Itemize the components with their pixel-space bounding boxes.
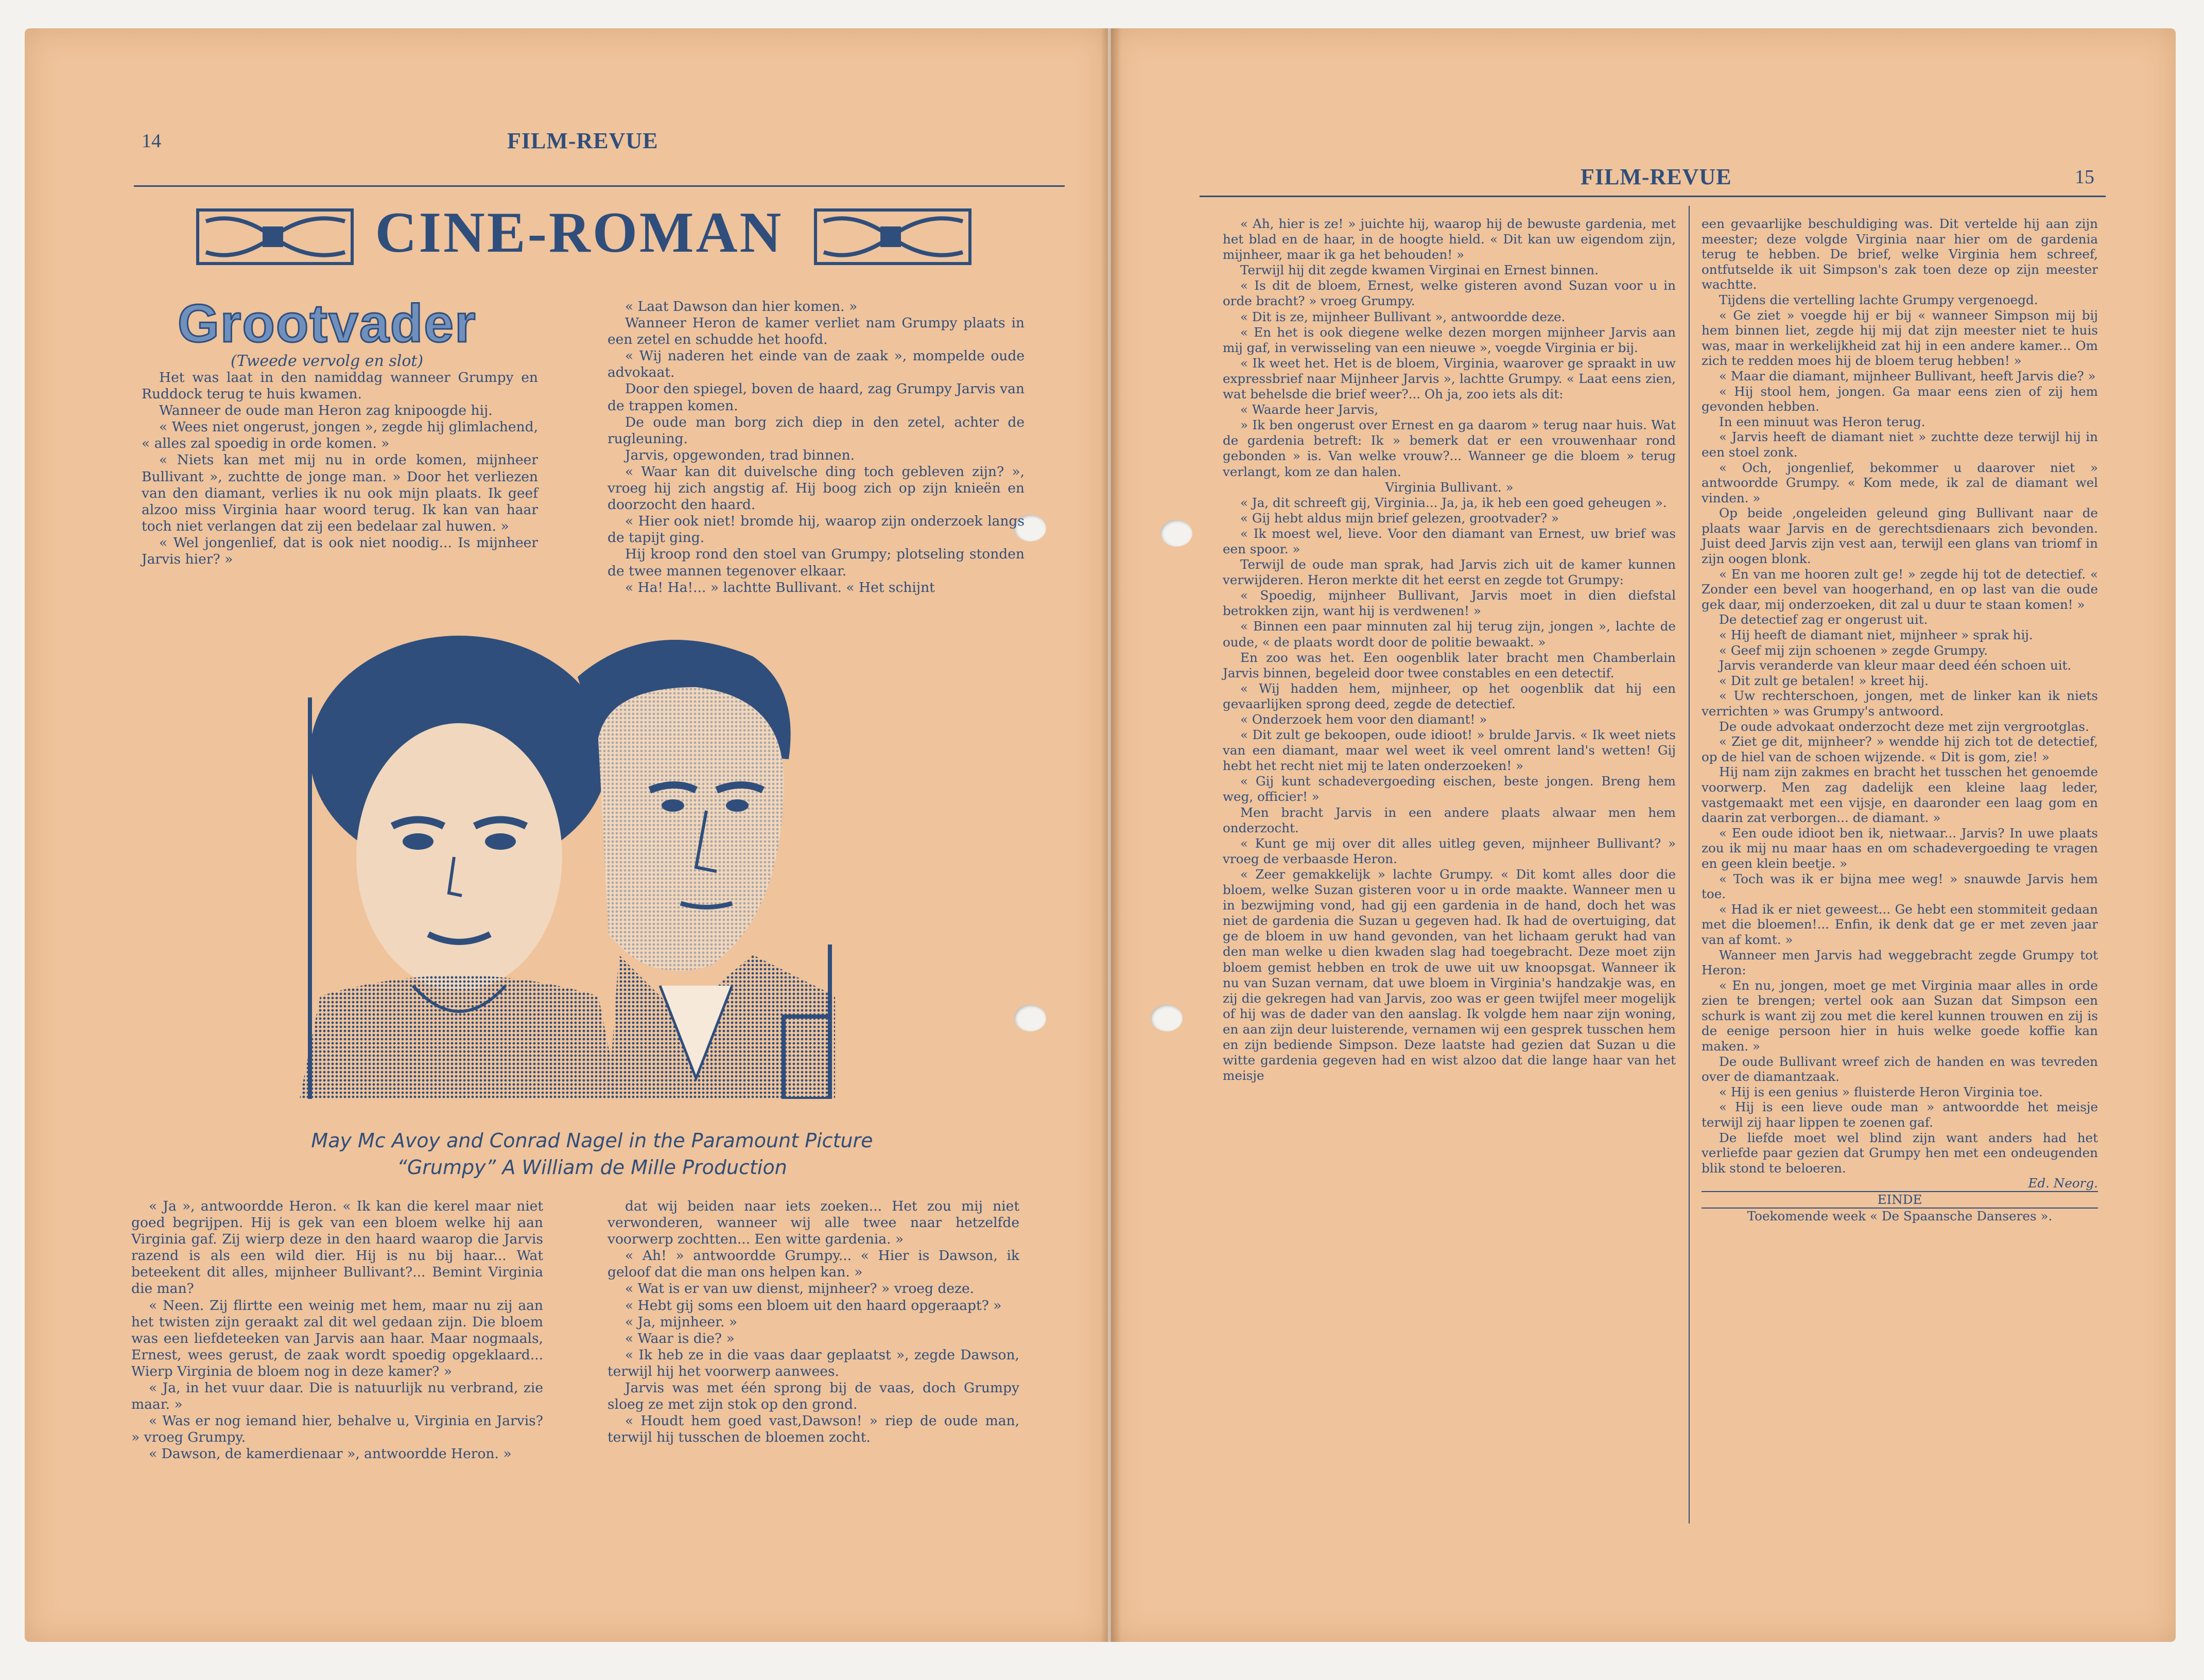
end-marker: EINDE	[1702, 1191, 2098, 1209]
paragraph: « Wees niet ongerust, jongen », zegde hij glimlachend, « alles zal spoedig in orde komen. »	[142, 419, 538, 452]
paragraph: « Hebt gij soms een bloem uit den haard opgeraapt? »	[625, 1297, 1002, 1314]
paragraph: een gevaarlijke beschuldiging was. Dit vertelde hij aan zijn meester; deze volgde Virginia naar hier om de gardenia terug te hebben. De brief, welke Virginia hem schreef, ontfutselde ik uit Simpson's zak toen deze op zijn meester wachtte.	[1702, 216, 2098, 292]
paragraph: « Geef mij zijn schoenen » zegde Grumpy.	[1719, 642, 1988, 658]
paragraph: « Wat is er van uw dienst, mijnheer? » vroeg deze.	[625, 1281, 975, 1297]
paragraph: De oude advokaat onderzocht deze met zijn vergrootglas.	[1719, 719, 2089, 734]
section-title: CINE-ROMAN	[375, 201, 784, 265]
right-col1	[1223, 216, 1676, 1083]
paragraph: « Och, jongenlief, bekommer u daarover niet » antwoordde Grumpy. « Kom mede, ik zal de diamant wel vinden. »	[1702, 460, 2098, 505]
next-week-note: Toekomende week « De Spaansche Danseres ».	[1747, 1208, 2053, 1223]
paragraph: De detectief zag er ongerust uit.	[1719, 612, 1928, 627]
paragraph: « Wij hadden hem, mijnheer, op het oogenblik dat hij een gevaarlijken sprong deed, zegde de detectief.	[1223, 680, 1676, 711]
magazine-title-right: FILM-REVUE	[1581, 164, 1732, 189]
paragraph: « Ik heb ze in die vaas daar geplaatst », zegde Dawson, terwijl hij het voorwerp aanwees.	[608, 1346, 1019, 1379]
punch-hole	[1151, 1005, 1183, 1031]
page-number-right: 15	[2075, 166, 2094, 188]
paragraph: Men bracht Jarvis in een andere plaats alwaar men hem onderzocht.	[1223, 804, 1676, 835]
paragraph: Virginia Bullivant. »	[1385, 479, 1514, 495]
paragraph: « Ja, dit schreeft gij, Virginia... Ja, ja, ik heb een goed geheugen ».	[1240, 495, 1667, 510]
paragraph: « Ah, hier is ze! » juichte hij, waarop hij de bewuste gardenia, met het blad en de haar, in de hoogte hield. « Dit kan uw eigendom zijn, mijnheer, maar ik ga het behouden! »	[1223, 216, 1676, 262]
column-divider	[1689, 206, 1690, 1524]
caption-line: “Grumpy” A William de Mille Production	[397, 1156, 787, 1179]
left-upper-col2	[608, 299, 1025, 596]
right-col2	[1702, 216, 2098, 1223]
paragraph: « Niets kan met mij nu in orde komen, mijnheer Bullivant », zuchtte de jonge man. » Door het verliezen van den diamant, verlies ik nu ook mijn plaats. Ik geef alzoo miss Virginia haar woord terug. Ik kan van haar toch niet verlangen dat zij een bedelaar zal huwen. »	[142, 452, 538, 534]
paragraph: « Binnen een paar minnuten zal hij terug zijn, jongen », lachte de oude, « de plaats wordt door de politie bewaakt. »	[1223, 619, 1676, 650]
ornament-left-icon	[196, 206, 355, 268]
paragraph: « Dit zult ge bekoopen, oude idioot! » brulde Jarvis. « Ik weet niets van een diamant, maar wel weet ik veel omrent land's wetten! Gij hebt het recht niet mij te laten onderzoeken! »	[1223, 727, 1676, 774]
paragraph: « Dit zult ge betalen! » kreet hij.	[1719, 673, 1929, 688]
paragraph: « En van me hooren zult ge! » zegde hij tot de detectief. « Zonder een bevel van hoogerhand, en op last van die oude gek daar, mij onderzoeken, dit zal u duur te staan komen! »	[1702, 566, 2098, 612]
author-signature: Ed. Neorg.	[2028, 1176, 2098, 1191]
paragraph: « Toch was ik er bijna mee weg! » snauwde Jarvis hem toe.	[1702, 871, 2098, 902]
paragraph: « Had ik er niet geweest... Ge hebt een stommiteit gedaan met die bloemen!... Enfin, ik denk dat ge er met zeven jaar van af komt. »	[1702, 901, 2098, 947]
paragraph: Jarvis was met één sprong bij de vaas, doch Grumpy sloeg ze met zijn stok op den grond.	[608, 1380, 1019, 1413]
paragraph: « En het is ook diegene welke dezen morgen mijnheer Jarvis aan mij gaf, in verwisseling van een nieuwe », voegde Virginia er bij.	[1223, 324, 1676, 355]
paragraph: De oude Bullivant wreef zich de handen en was tevreden over de diamantzaak.	[1702, 1054, 2098, 1084]
paragraph: « Maar die diamant, mijnheer Bullivant, heeft Jarvis die? »	[1719, 368, 2096, 383]
paragraph: In een minuut was Heron terug.	[1719, 414, 1925, 429]
paragraph: Wanneer Heron de kamer verliet nam Grumpy plaats in een zetel en schudde het hoofd.	[608, 315, 1025, 348]
paragraph: « Een oude idioot ben ik, nietwaar... Jarvis? In uwe plaats zou ik mij nu maar haas en om schadevergoeding te vragen en geen klein beetje. »	[1702, 825, 2098, 871]
left-upper-col1	[142, 370, 538, 568]
left-lower-col1	[131, 1198, 543, 1463]
paragraph: « Ja, in het vuur daar. Die is natuurlijk nu verbrand, zie maar. »	[131, 1380, 543, 1413]
page-gutter	[1101, 28, 1121, 1642]
paragraph: « Hier ook niet! bromde hij, waarop zijn onderzoek langs de tapijt ging.	[608, 513, 1025, 546]
paragraph: « Kunt ge mij over dit alles uitleg geven, mijnheer Bullivant? » vroeg de verbaasde Heron.	[1223, 835, 1676, 866]
article-subtitle: (Tweede vervolg en slot)	[231, 352, 424, 370]
paragraph: « Waar is die? »	[625, 1330, 735, 1346]
paragraph: Op beide ,ongeleiden geleund ging Bullivant naar de plaats waar Jarvis en de gerechtsdienaars zich bevonden. Juist deed Jarvis zijn vest aan, terwijl een glans van triomf in zijn oogen blonk.	[1702, 505, 2098, 567]
paragraph: « Waarde heer Jarvis,	[1240, 402, 1379, 417]
paragraph: « Houdt hem goed vast,Dawson! » riep de oude man, terwijl hij tusschen de bloemen zocht.	[608, 1413, 1019, 1446]
paragraph: Hij kroop rond den stoel van Grumpy; plotseling stonden de twee mannen tegenover elkaar.	[608, 546, 1025, 579]
article-title: Grootvader	[178, 294, 477, 354]
punch-hole	[1014, 1005, 1046, 1031]
paragraph: « Dawson, de kamerdienaar », antwoordde Heron. »	[149, 1446, 512, 1462]
paragraph: « Ha! Ha!... » lachtte Bullivant. « Het schijnt	[625, 579, 935, 596]
illustration-photo	[289, 625, 851, 1099]
paragraph: « Zeer gemakkelijk » lachte Grumpy. « Dit komt alles door die bloem, welke Suzan gisteren voor u in orde maakte. Wanneer men u in bezwijming vond, had gij een gardenia in de hand, doch het was niet de gardenia die Suzan u gegeven had. Ik had de overtuiging, dat ge de bloem in uw hand gevonden, van het lichaam gerukt had van den man welke u dien kwaden slag had toegebracht. Deze moet zijn bloem gemist hebben en trok de uwe uit uw knoopsgat. Wanneer ik nu van Suzan vernam, dat uwe bloem in Virginia's handzakje was, en zij die gekregen had van Jarvis, zoo was er geen twijfel meer mogelijk of hij was de dader van den aanslag. Ik volgde hem naar zijn woning, en aan zijn deur luisterende, vernamen wij een gesprek tusschen hem en zijn bediende Simpson. Deze laatste had gezien dat Suzan u die witte gardenia gegeven had en wist alzoo dat die lange haar van het meisje	[1223, 866, 1676, 1083]
header-rule-left	[134, 185, 1065, 187]
paragraph: « Jarvis heeft de diamant niet » zuchtte deze terwijl hij in een stoel zonk.	[1702, 429, 2098, 460]
paragraph: Terwijl hij dit zegde kwamen Virginai en Ernest binnen.	[1240, 262, 1599, 278]
paragraph: » Ik ben ongerust over Ernest en ga daarom » terug naar huis. Wat de gardenia betreft: Ik » bemerk dat er een vrouwenhaar rond gebonden » is. Van welke vrouw?... Wanneer ge die bloem » terug verlangt, kom ze dan halen.	[1223, 417, 1676, 479]
paragraph: « Uw rechterschoen, jongen, met de linker kan ik niets verrichten » was Grumpy's antwoord.	[1702, 688, 2098, 719]
paragraph: « Ja, mijnheer. »	[625, 1314, 738, 1330]
paragraph: « Was er nog iemand hier, behalve u, Virginia en Jarvis? » vroeg Grumpy.	[131, 1413, 543, 1446]
paragraph: De oude man borg zich diep in den zetel, achter de rugleuning.	[608, 414, 1025, 447]
paragraph: Tijdens die vertelling lachte Grumpy vergenoegd.	[1719, 292, 2038, 307]
paragraph: « Hij is een lieve oude man » antwoordde het meisje terwijl zij haar lippen te zoenen gaf.	[1702, 1099, 2098, 1130]
paragraph: « Wij naderen het einde van de zaak », mompelde oude advokaat.	[608, 348, 1025, 381]
paragraph: dat wij beiden naar iets zoeken... Het zou mij niet verwonderen, wanneer wij alle twee naar hetzelfde voorwerp zochtten... Een witte gardenia. »	[608, 1198, 1019, 1248]
magazine-title-left: FILM-REVUE	[507, 128, 658, 153]
paragraph: « Gij kunt schadevergoeding eischen, beste jongen. Breng hem weg, officier! »	[1223, 774, 1676, 804]
header-rule-right	[1200, 196, 2106, 197]
paragraph: « Waar kan dit duivelsche ding toch gebleven zijn? », vroeg hij zich angstig af. Hij boog zich op zijn knieën en doorzocht den haard.	[608, 463, 1025, 513]
paragraph: « Ja », antwoordde Heron. « Ik kan die kerel maar niet goed begrijpen. Hij is gek van een bloem welke hij aan Virginia gaf. Zij wierp deze in den haard waarop die Jarvis razend is als een wild dier. Hij is nu bij haar... Wat beteekent dit alles, mijnheer Bullivant?... Bemint Virginia die man?	[131, 1198, 543, 1297]
paragraph: Het was laat in den namiddag wanneer Grumpy en Ruddock terug te huis kwamen.	[142, 370, 538, 402]
paragraph: Jarvis veranderde van kleur maar deed één schoen uit.	[1719, 658, 2072, 673]
paragraph: « Hij stool hem, jongen. Ga maar eens zien of zij hem gevonden hebben.	[1702, 383, 2098, 414]
paragraph: « Is dit de bloem, Ernest, welke gisteren avond Suzan voor u in orde bracht? » vroeg Grumpy.	[1223, 278, 1676, 309]
paragraph: « En nu, jongen, moet ge met Virginia maar alles in orde zien te brengen; vertel ook aan Suzan dat Simpson een schurk is want zij zou met die kerel kunnen trouwen en zij is de eenige persoon hier in huis welke goede koffie kan maken. »	[1702, 977, 2098, 1054]
paragraph: « Ah! » antwoordde Grumpy... « Hier is Dawson, ik geloof dat die man ons helpen kan. »	[608, 1248, 1019, 1281]
paragraph: « Gij hebt aldus mijn brief gelezen, grootvader? »	[1240, 510, 1559, 526]
paragraph: « Wel jongenlief, dat is ook niet noodig... Is mijnheer Jarvis hier? »	[142, 534, 538, 568]
paragraph: Wanneer men Jarvis had weggebracht zegde Grumpy tot Heron:	[1702, 947, 2098, 978]
paragraph: « Ik moest wel, lieve. Voor den diamant van Ernest, uw brief was een spoor. »	[1223, 526, 1676, 556]
paragraph: « Ziet ge dit, mijnheer? » wendde hij zich tot de detectief, op de hiel van de schoen wijzende. « Dit is gom, zie! »	[1702, 734, 2098, 764]
paragraph: Hij nam zijn zakmes en bracht het tusschen het genoemde voorwerp. Men zag dadelijk een kleine laag leder, vastgemaakt met een vijsje, en daaronder een laag gom en daarin zat verborgen... de diamant. »	[1702, 764, 2098, 826]
paragraph: « Spoedig, mijnheer Bullivant, Jarvis moet in dien diefstal betrokken zijn, want hij is verdwenen! »	[1223, 588, 1676, 619]
paragraph: Wanneer de oude man Heron zag knipoogde hij.	[159, 402, 493, 419]
paragraph: « Dit is ze, mijnheer Bullivant », antwoordde deze.	[1240, 309, 1566, 324]
punch-hole	[1160, 520, 1192, 547]
left-lower-col2	[608, 1198, 1019, 1446]
page-number-left: 14	[142, 130, 161, 152]
paragraph: De liefde moet wel blind zijn want anders had het verliefde paar gezien dat Grumpy hen met een ondeugenden blik stond te beloeren.	[1702, 1130, 2098, 1176]
paragraph: « Neen. Zij flirtte een weinig met hem, maar nu zij aan het twisten zijn geraakt zal dit wel gedaan zijn. Die bloem was een liefdeteeken van Jarvis aan haar. Maar nogmaals, Ernest, wees gerust, de zaak wordt spoedig opgeklaard... Wierp Virginia de bloem nog in deze kamer? »	[131, 1297, 543, 1379]
paragraph: « Ge ziet » voegde hij er bij « wanneer Simpson mij bij hem binnen liet, zegde hij mij dat zijn meester niet te huis was, maar in werkelijkheid zat hij in een andere kamer... Om zich te redden moes hij de bloem terug hebben! »	[1702, 307, 2098, 369]
paragraph: « Hij is een genius » fluisterde Heron Virginia toe.	[1719, 1084, 2043, 1099]
ornament-right-icon	[813, 206, 973, 268]
paragraph: « Ik weet het. Het is de bloem, Virginia, waarover ge spraakt in uw expressbrief naar Mijnheer Jarvis », lachtte Grumpy. « Laat eens zien, wat behelsde die brief weer?... Oh ja, zoo iets als dit:	[1223, 355, 1676, 402]
photo-caption	[273, 1127, 911, 1181]
paragraph: Door den spiegel, boven de haard, zag Grumpy Jarvis van de trappen komen.	[608, 381, 1025, 414]
paragraph: Jarvis, opgewonden, trad binnen.	[625, 447, 855, 463]
paragraph: Terwijl de oude man sprak, had Jarvis zich uit de kamer kunnen verwijderen. Heron merkte dit het eerst en zegde tot Grumpy:	[1223, 557, 1676, 588]
paragraph: « Laat Dawson dan hier komen. »	[625, 299, 858, 314]
paragraph: « Hij heeft de diamant niet, mijnheer » sprak hij.	[1719, 627, 2033, 643]
paragraph: En zoo was het. Een oogenblik later bracht men Chamberlain Jarvis binnen, begeleid door twee constables en een detectif.	[1223, 650, 1676, 680]
paragraph: « Onderzoek hem voor den diamant! »	[1240, 712, 1487, 727]
caption-line: May Mc Avoy and Conrad Nagel in the Paramount Picture	[311, 1129, 873, 1152]
